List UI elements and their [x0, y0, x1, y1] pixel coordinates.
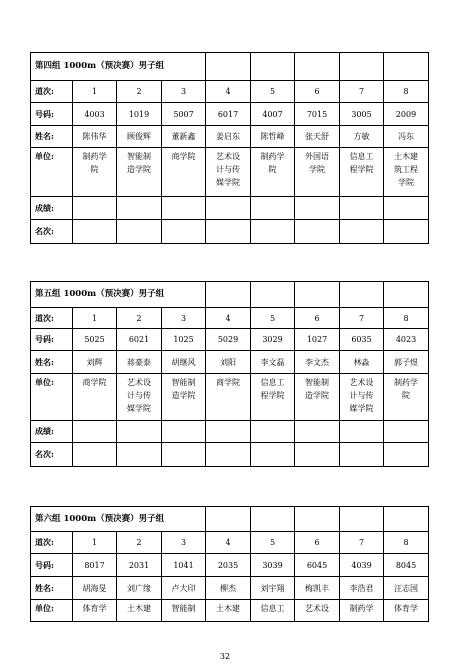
number-cell: 1027	[295, 329, 340, 351]
empty-cell	[384, 197, 429, 220]
unit-cell	[117, 148, 162, 197]
empty-cell	[251, 443, 295, 467]
lane-cell: 4	[206, 308, 251, 329]
lane-cell: 8	[384, 532, 429, 554]
heat-table-group-6	[30, 506, 429, 622]
unit-line: 造学院	[171, 391, 196, 400]
lane-row	[31, 532, 429, 554]
unit-cell	[162, 374, 206, 421]
athlete-name-cell: 李文磊	[251, 351, 295, 374]
unit-line: 计与传	[349, 391, 374, 400]
unit-line: 信息工	[260, 378, 285, 387]
athlete-name-cell: 林淼	[340, 351, 384, 374]
unit-line: 学院	[398, 178, 414, 187]
unit-line: 媒学院	[127, 404, 151, 413]
unit-cell	[251, 148, 295, 197]
lane-cell: 6	[295, 81, 340, 103]
empty-cell	[384, 282, 429, 308]
score-label: 成绩:	[31, 197, 73, 220]
athlete-name-cell: 顾俊辉	[117, 126, 162, 148]
unit-line: 艺术设	[305, 604, 329, 613]
unit-line: 智能制	[171, 378, 196, 387]
unit-line: 土木建	[127, 604, 151, 613]
number-cell: 5025	[73, 329, 117, 351]
empty-cell	[340, 220, 384, 244]
lane-cell: 2	[117, 308, 162, 329]
number-cell: 2035	[206, 554, 251, 577]
athlete-name-cell: 柳杰	[206, 577, 251, 600]
number-cell: 6045	[295, 554, 340, 577]
unit-cell	[295, 600, 340, 622]
lane-cell: 8	[384, 308, 429, 329]
lane-cell: 2	[117, 81, 162, 103]
empty-cell	[384, 220, 429, 244]
lane-cell: 4	[206, 81, 251, 103]
empty-cell	[384, 53, 429, 81]
empty-cell	[295, 507, 340, 532]
unit-cell	[73, 600, 117, 622]
unit-line: 商学院	[171, 152, 196, 161]
unit-cell	[206, 148, 251, 197]
number-cell: 1025	[162, 329, 206, 351]
number-cell: 5007	[162, 103, 206, 126]
unit-line: 艺术设	[216, 152, 240, 161]
empty-cell	[295, 53, 340, 81]
unit-cell	[206, 374, 251, 421]
number-row	[31, 103, 429, 126]
athlete-name-cell: 刘宇翔	[251, 577, 295, 600]
lane-cell: 3	[162, 81, 206, 103]
unit-cell	[384, 600, 429, 622]
empty-cell	[117, 220, 162, 244]
rank-row	[31, 443, 429, 467]
athlete-name-cell: 方敏	[340, 126, 384, 148]
unit-line: 程学院	[260, 391, 285, 400]
lane-cell: 3	[162, 308, 206, 329]
unit-cell	[117, 374, 162, 421]
athlete-name-cell: 刘阳	[206, 351, 251, 374]
group-title: 第四组 1000m（预决赛）男子组	[31, 53, 206, 81]
unit-cell	[295, 374, 340, 421]
unit-line: 信息工	[260, 604, 285, 613]
unit-line: 外国语	[305, 152, 329, 161]
empty-cell	[117, 421, 162, 443]
number-cell: 2031	[117, 554, 162, 577]
unit-row	[31, 148, 429, 197]
unit-cell	[73, 374, 117, 421]
athlete-name-cell: 胡继风	[162, 351, 206, 374]
empty-cell	[206, 443, 251, 467]
athlete-name-cell: 胡海旻	[73, 577, 117, 600]
athlete-name-cell: 郭子煜	[384, 351, 429, 374]
empty-cell	[384, 421, 429, 443]
lane-cell: 6	[295, 532, 340, 554]
empty-cell	[162, 220, 206, 244]
unit-line: 院	[402, 391, 410, 400]
unit-line: 制药学	[82, 152, 107, 161]
unit-cell	[251, 374, 295, 421]
athlete-name-cell: 卢大印	[162, 577, 206, 600]
number-row	[31, 329, 429, 351]
empty-cell	[295, 443, 340, 467]
lane-label: 道次:	[31, 81, 73, 103]
empty-cell	[206, 220, 251, 244]
empty-cell	[295, 421, 340, 443]
empty-cell	[162, 197, 206, 220]
unit-line: 体育学	[82, 604, 107, 613]
athlete-name-cell: 李文杰	[295, 351, 340, 374]
lane-cell: 7	[340, 308, 384, 329]
unit-label: 单位:	[31, 600, 73, 622]
lane-cell: 6	[295, 308, 340, 329]
athlete-name-cell: 蒋豪泰	[117, 351, 162, 374]
athlete-name-cell: 刘辉	[73, 351, 117, 374]
athlete-name-cell: 陈伟华	[73, 126, 117, 148]
number-cell: 4023	[384, 329, 429, 351]
lane-cell: 1	[73, 532, 117, 554]
unit-line: 程学院	[349, 165, 374, 174]
lane-row	[31, 81, 429, 103]
number-cell: 6035	[340, 329, 384, 351]
lane-row	[31, 308, 429, 329]
unit-line: 制药学	[349, 604, 374, 613]
number-cell: 4039	[340, 554, 384, 577]
heat-table-group-4	[30, 52, 429, 244]
empty-cell	[295, 282, 340, 308]
empty-cell	[162, 443, 206, 467]
score-label: 成绩:	[31, 421, 73, 443]
empty-cell	[117, 443, 162, 467]
unit-line: 媒学院	[349, 404, 374, 413]
name-label: 姓名:	[31, 351, 73, 374]
unit-cell	[251, 600, 295, 622]
lane-cell: 1	[73, 308, 117, 329]
unit-line: 造学院	[305, 391, 329, 400]
name-row	[31, 351, 429, 374]
unit-row	[31, 600, 429, 622]
score-row	[31, 421, 429, 443]
empty-cell	[295, 220, 340, 244]
rank-label: 名次:	[31, 220, 73, 244]
heat-table-group-5	[30, 281, 429, 467]
unit-cell	[295, 148, 340, 197]
number-label: 号码:	[31, 554, 73, 577]
empty-cell	[251, 507, 295, 532]
empty-cell	[251, 220, 295, 244]
unit-cell	[162, 600, 206, 622]
unit-line: 商学院	[216, 378, 240, 387]
number-cell: 6017	[206, 103, 251, 126]
unit-label: 单位:	[31, 148, 73, 197]
athlete-name-cell: 梅凯丰	[295, 577, 340, 600]
name-row	[31, 577, 429, 600]
empty-cell	[251, 282, 295, 308]
number-cell: 8017	[73, 554, 117, 577]
unit-line: 计与传	[127, 391, 151, 400]
empty-cell	[73, 220, 117, 244]
empty-cell	[206, 421, 251, 443]
empty-cell	[340, 421, 384, 443]
empty-cell	[251, 197, 295, 220]
number-row	[31, 554, 429, 577]
athlete-name-cell: 陈哲峰	[251, 126, 295, 148]
number-label: 号码:	[31, 103, 73, 126]
number-cell: 5029	[206, 329, 251, 351]
athlete-name-cell: 刘广缘	[117, 577, 162, 600]
unit-cell	[340, 600, 384, 622]
unit-line: 院	[90, 165, 99, 174]
number-cell: 3029	[251, 329, 295, 351]
unit-cell	[384, 374, 429, 421]
unit-line: 制药学	[394, 378, 418, 387]
empty-cell	[295, 197, 340, 220]
unit-line: 院	[268, 165, 277, 174]
lane-cell: 5	[251, 308, 295, 329]
lane-label: 道次:	[31, 308, 73, 329]
athlete-name-cell: 张天舒	[295, 126, 340, 148]
unit-line: 土木建	[394, 152, 418, 161]
athlete-name-cell: 姜启东	[206, 126, 251, 148]
unit-line: 商学院	[82, 378, 107, 387]
athlete-name-cell: 董新鑫	[162, 126, 206, 148]
lane-cell: 3	[162, 532, 206, 554]
unit-line: 造学院	[127, 165, 151, 174]
empty-cell	[206, 197, 251, 220]
number-cell: 4003	[73, 103, 117, 126]
unit-line: 智能制	[171, 604, 196, 613]
number-cell: 7015	[295, 103, 340, 126]
lane-cell: 2	[117, 532, 162, 554]
lane-cell: 7	[340, 532, 384, 554]
group-title: 第六组 1000m（预决赛）男子组	[31, 507, 206, 532]
number-cell: 4007	[251, 103, 295, 126]
name-label: 姓名:	[31, 577, 73, 600]
empty-cell	[384, 507, 429, 532]
empty-cell	[206, 282, 251, 308]
unit-line: 土木建	[216, 604, 240, 613]
unit-cell	[206, 600, 251, 622]
unit-cell	[340, 148, 384, 197]
unit-line: 媒学院	[216, 178, 240, 187]
empty-cell	[251, 421, 295, 443]
unit-line: 艺术设	[349, 378, 374, 387]
unit-line: 信息工	[349, 152, 374, 161]
lane-cell: 7	[340, 81, 384, 103]
empty-cell	[73, 197, 117, 220]
number-label: 号码:	[31, 329, 73, 351]
name-row	[31, 126, 429, 148]
unit-line: 筑工程	[394, 165, 418, 174]
number-cell: 8045	[384, 554, 429, 577]
unit-cell	[117, 600, 162, 622]
lane-cell: 5	[251, 81, 295, 103]
lane-label: 道次:	[31, 532, 73, 554]
unit-cell	[340, 374, 384, 421]
unit-line: 体育学	[394, 604, 418, 613]
page-number: 32	[219, 652, 231, 661]
lane-cell: 5	[251, 532, 295, 554]
rank-label: 名次:	[31, 443, 73, 467]
empty-cell	[340, 282, 384, 308]
unit-line: 智能制	[127, 152, 151, 161]
empty-cell	[73, 443, 117, 467]
rank-row	[31, 220, 429, 244]
lane-cell: 1	[73, 81, 117, 103]
athlete-name-cell: 冯东	[384, 126, 429, 148]
empty-cell	[251, 53, 295, 81]
athlete-name-cell: 李浩君	[340, 577, 384, 600]
unit-line: 智能制	[305, 378, 329, 387]
unit-label: 单位:	[31, 374, 73, 421]
unit-cell	[162, 148, 206, 197]
empty-cell	[384, 443, 429, 467]
empty-cell	[340, 443, 384, 467]
name-label: 姓名:	[31, 126, 73, 148]
number-cell: 3005	[340, 103, 384, 126]
unit-cell	[384, 148, 429, 197]
unit-line: 艺术设	[127, 378, 151, 387]
score-row	[31, 197, 429, 220]
lane-cell: 8	[384, 81, 429, 103]
number-cell: 2009	[384, 103, 429, 126]
empty-cell	[340, 197, 384, 220]
unit-cell	[73, 148, 117, 197]
unit-line: 制药学	[260, 152, 285, 161]
empty-cell	[162, 421, 206, 443]
athlete-name-cell: 汪志国	[384, 577, 429, 600]
empty-cell	[206, 507, 251, 532]
empty-cell	[340, 53, 384, 81]
number-cell: 6021	[117, 329, 162, 351]
empty-cell	[73, 421, 117, 443]
number-cell: 3039	[251, 554, 295, 577]
unit-line: 计与传	[216, 165, 240, 174]
unit-line: 学院	[309, 165, 325, 174]
empty-cell	[117, 197, 162, 220]
lane-cell: 4	[206, 532, 251, 554]
empty-cell	[206, 53, 251, 81]
number-cell: 1041	[162, 554, 206, 577]
empty-cell	[340, 507, 384, 532]
unit-row	[31, 374, 429, 421]
group-title: 第五组 1000m（预决赛）男子组	[31, 282, 206, 308]
number-cell: 1019	[117, 103, 162, 126]
